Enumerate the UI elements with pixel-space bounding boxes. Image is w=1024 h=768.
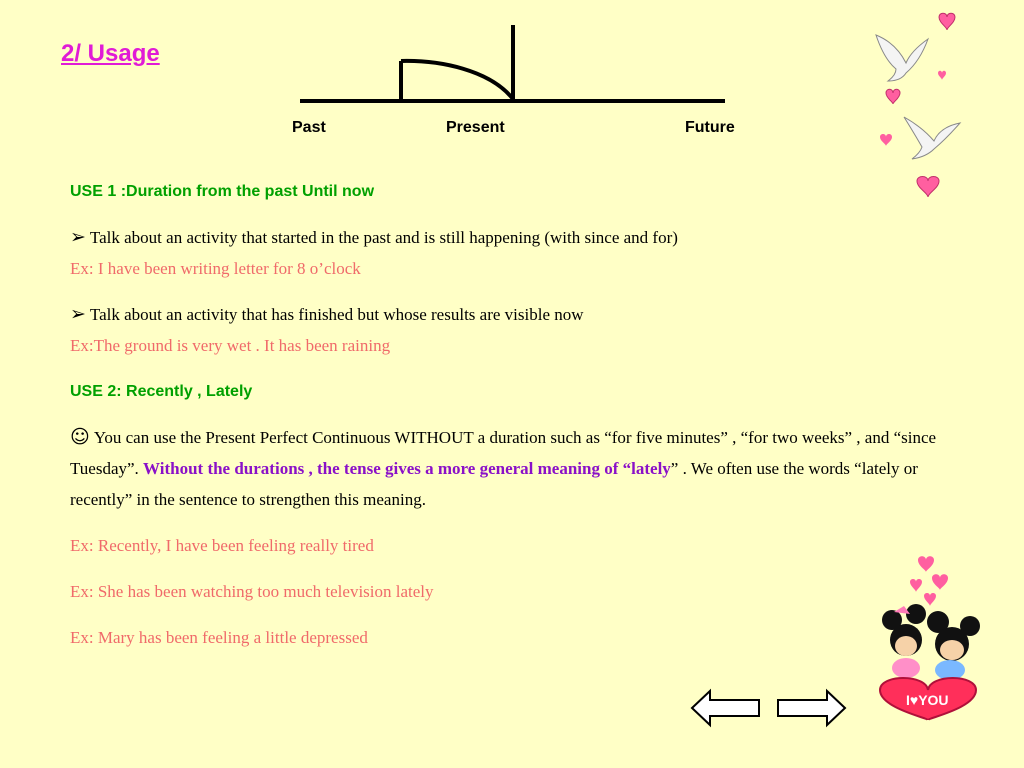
doves-hearts-decoration bbox=[868, 5, 978, 205]
heart-icon bbox=[918, 556, 934, 572]
use2-paragraph bbox=[70, 422, 940, 515]
i-love-you-text: I♥YOU bbox=[906, 692, 949, 708]
use1-bullet2-text: Talk about an activity that has finished but whose results are visible now bbox=[89, 305, 584, 324]
use2-heading: USE 2: Recently , Lately bbox=[70, 383, 253, 400]
minnie-ear bbox=[906, 604, 926, 624]
use1-bullet1 bbox=[70, 222, 940, 253]
content-body bbox=[70, 176, 940, 668]
minnie-face bbox=[895, 636, 917, 656]
heart-icon bbox=[880, 134, 892, 146]
use2-para-emphasis: Without the durations , the tense gives a more general meaning of “lately bbox=[143, 459, 671, 478]
use2-para-part2: ” . We often use the words “lately or recently” in the sentence to strengthen this meaning. bbox=[70, 459, 918, 509]
previous-slide-button[interactable] bbox=[690, 688, 762, 728]
smiley-icon: ☺ bbox=[70, 426, 90, 448]
use2-example3: Ex: Mary has been feeling a little depressed bbox=[70, 628, 368, 647]
heart-icon bbox=[910, 579, 922, 592]
dove-icon bbox=[904, 117, 960, 159]
use1-example1: Ex: I have been writing letter for 8 o’clock bbox=[70, 259, 361, 278]
arrow-left-icon bbox=[692, 691, 759, 725]
use1-bullet1-text: Talk about an activity that started in the past and is still happening (with since and for) bbox=[89, 228, 678, 247]
timeline-label-present: Present bbox=[446, 119, 505, 136]
minnie-body bbox=[892, 658, 920, 678]
heart-icon bbox=[917, 177, 939, 198]
duration-curve bbox=[401, 61, 513, 99]
use1-heading: USE 1 :Duration from the past Until now bbox=[70, 183, 375, 200]
use2-example2: Ex: She has been watching too much television lately bbox=[70, 582, 434, 601]
slide-title: 2/ Usage bbox=[61, 40, 160, 67]
use2-example1: Ex: Recently, I have been feeling really tired bbox=[70, 536, 374, 555]
use2-para-part1: You can use the Present Perfect Continuous WITHOUT a duration such as “for five minutes” , “for two weeks” , and “since Tuesday”. bbox=[70, 428, 937, 478]
next-slide-button[interactable] bbox=[775, 688, 847, 728]
mickey-face bbox=[940, 640, 964, 660]
heart-icon bbox=[939, 13, 955, 30]
heart-icon bbox=[938, 71, 946, 80]
use1-bullet2 bbox=[70, 299, 940, 330]
dove-icon bbox=[876, 35, 928, 81]
arrow-bullet-icon: ➢ bbox=[70, 226, 86, 248]
arrow-right-icon bbox=[778, 691, 845, 725]
timeline-label-past: Past bbox=[292, 119, 326, 136]
use1-example2: Ex:The ground is very wet . It has been raining bbox=[70, 336, 391, 355]
heart-icon bbox=[886, 89, 900, 104]
heart-icon bbox=[924, 593, 936, 606]
timeline-label-future: Future bbox=[685, 119, 735, 136]
arrow-bullet-icon: ➢ bbox=[70, 303, 86, 325]
mickey-body bbox=[935, 660, 965, 680]
heart-icon bbox=[932, 574, 948, 590]
